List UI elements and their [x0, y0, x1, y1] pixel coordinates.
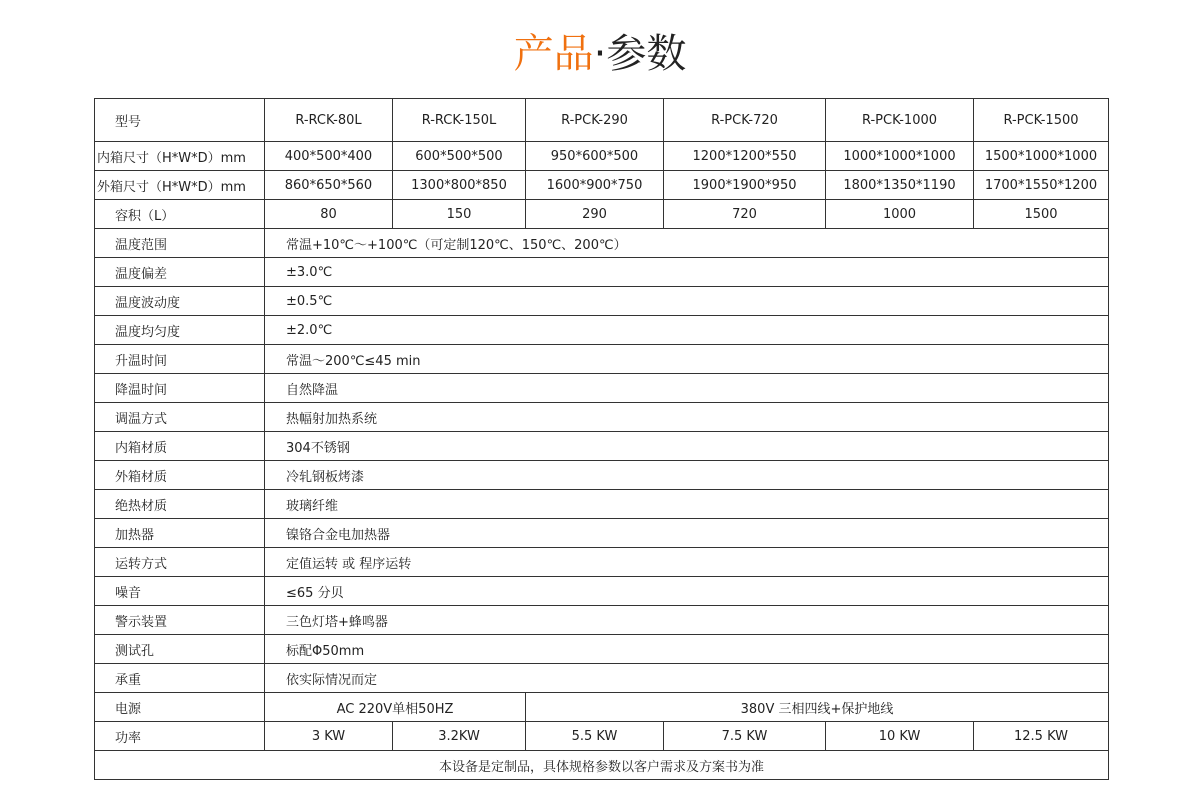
row-label: 内箱材质: [95, 432, 265, 461]
row-value: 标配Φ50mm: [265, 635, 1109, 664]
table-row: [95, 606, 1109, 635]
footer-note: 本设备是定制品，具体规格参数以客户需求及方案书为准: [95, 751, 1109, 780]
row-label: 警示装置: [95, 606, 265, 635]
table-row: [95, 548, 1109, 577]
row-value: 304不锈钢: [265, 432, 1109, 461]
model-name: R-PCK-720: [664, 99, 826, 142]
table-row: [95, 258, 1109, 287]
row-label: 温度范围: [95, 229, 265, 258]
power-value: 3.2KW: [393, 722, 526, 751]
table-row: [95, 374, 1109, 403]
row-label: 温度均匀度: [95, 316, 265, 345]
table-row: [95, 229, 1109, 258]
row-value: 热幅射加热系统: [265, 403, 1109, 432]
title-highlight: 产品: [513, 31, 594, 77]
title-separator: ·: [593, 31, 607, 77]
model-name: R-PCK-1500: [974, 99, 1109, 142]
table-row: [95, 519, 1109, 548]
row-value: 80: [265, 200, 393, 229]
three-phase-value: 380V 三相四线+保护地线: [526, 693, 1109, 722]
row-value: 玻璃纤维: [265, 490, 1109, 519]
row-value: 1300*800*850: [393, 171, 526, 200]
row-label: 内箱尺寸（H*W*D）mm: [95, 142, 265, 171]
row-value: 950*600*500: [526, 142, 664, 171]
row-value: 1500: [974, 200, 1109, 229]
power-source-row: [95, 693, 1109, 722]
row-value: 600*500*500: [393, 142, 526, 171]
row-label: 测试孔: [95, 635, 265, 664]
power-value: 12.5 KW: [974, 722, 1109, 751]
row-value: 1700*1550*1200: [974, 171, 1109, 200]
row-value: 自然降温: [265, 374, 1109, 403]
table-row: [95, 345, 1109, 374]
row-label: 加热器: [95, 519, 265, 548]
model-label: 型号: [95, 99, 265, 142]
row-value: 定值运转 或 程序运转: [265, 548, 1109, 577]
row-value: 290: [526, 200, 664, 229]
row-label: 外箱材质: [95, 461, 265, 490]
row-label: 温度波动度: [95, 287, 265, 316]
row-value: 150: [393, 200, 526, 229]
table-row: [95, 664, 1109, 693]
table-row: [95, 432, 1109, 461]
model-name: R-RCK-80L: [265, 99, 393, 142]
row-value: 1900*1900*950: [664, 171, 826, 200]
row-label: 电源: [95, 693, 265, 722]
row-value: 400*500*400: [265, 142, 393, 171]
power-value: 5.5 KW: [526, 722, 664, 751]
row-label: 温度偏差: [95, 258, 265, 287]
header-row: [95, 99, 1109, 142]
power-row: [95, 722, 1109, 751]
table-row: [95, 200, 1109, 229]
row-value: 镍铬合金电加热器: [265, 519, 1109, 548]
model-name: R-PCK-1000: [826, 99, 974, 142]
row-value: 1200*1200*550: [664, 142, 826, 171]
table-row: [95, 490, 1109, 519]
table-row: [95, 635, 1109, 664]
row-label: 运转方式: [95, 548, 265, 577]
row-value: 依实际情况而定: [265, 664, 1109, 693]
table-row: [95, 316, 1109, 345]
row-label: 绝热材质: [95, 490, 265, 519]
model-name: R-RCK-150L: [393, 99, 526, 142]
row-label: 外箱尺寸（H*W*D）mm: [95, 171, 265, 200]
power-value: 3 KW: [265, 722, 393, 751]
table-row: [95, 171, 1109, 200]
row-label: 容积（L）: [95, 200, 265, 229]
row-value: 1000: [826, 200, 974, 229]
row-value: ≤65 分贝: [265, 577, 1109, 606]
power-value: 10 KW: [826, 722, 974, 751]
row-label: 功率: [95, 722, 265, 751]
row-label: 调温方式: [95, 403, 265, 432]
row-value: ±0.5℃: [265, 287, 1109, 316]
model-name: R-PCK-290: [526, 99, 664, 142]
row-value: 1000*1000*1000: [826, 142, 974, 171]
row-value: 三色灯塔+蜂鸣器: [265, 606, 1109, 635]
table-row: [95, 403, 1109, 432]
row-value: 冷轧钢板烤漆: [265, 461, 1109, 490]
row-label: 降温时间: [95, 374, 265, 403]
power-value: 7.5 KW: [664, 722, 826, 751]
row-value: 常温+10℃～+100℃（可定制120℃、150℃、200℃）: [265, 229, 1109, 258]
single-phase-value: AC 220V单相50HZ: [265, 693, 526, 722]
row-value: 1800*1350*1190: [826, 171, 974, 200]
page-title: [0, 26, 1200, 82]
row-value: ±2.0℃: [265, 316, 1109, 345]
row-value: 720: [664, 200, 826, 229]
row-value: 860*650*560: [265, 171, 393, 200]
row-label: 升温时间: [95, 345, 265, 374]
row-value: 1500*1000*1000: [974, 142, 1109, 171]
row-value: 常温～200℃≤45 min: [265, 345, 1109, 374]
row-value: ±3.0℃: [265, 258, 1109, 287]
spec-table: [94, 98, 1109, 780]
table-row: [95, 142, 1109, 171]
title-rest: 参数: [606, 31, 687, 77]
footer-row: [95, 751, 1109, 780]
table-row: [95, 287, 1109, 316]
table-row: [95, 577, 1109, 606]
table-row: [95, 461, 1109, 490]
row-label: 承重: [95, 664, 265, 693]
row-label: 噪音: [95, 577, 265, 606]
row-value: 1600*900*750: [526, 171, 664, 200]
